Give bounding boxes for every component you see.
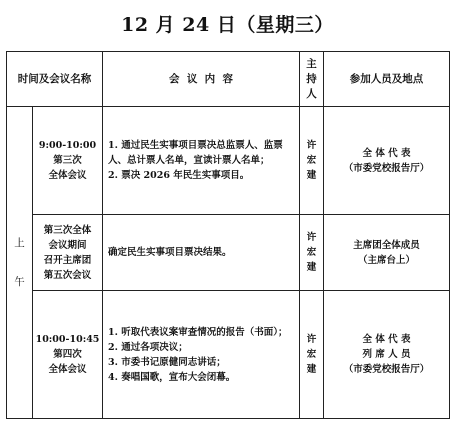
meeting-name: 第三次 xyxy=(53,155,82,166)
host-char: 宏 xyxy=(306,247,317,258)
meeting-name: 全体会议 xyxy=(48,364,87,375)
meeting-name: 第三次全体 xyxy=(43,224,92,236)
header-host xyxy=(300,52,324,107)
attendees-line: （市委党校报告厅） xyxy=(343,162,430,174)
table-row xyxy=(7,107,450,215)
table-row xyxy=(7,215,450,291)
meeting-name: 全体会议 xyxy=(48,170,87,181)
host-cell xyxy=(300,291,324,419)
host-char: 建 xyxy=(306,364,317,375)
meeting-name: 第五次会议 xyxy=(43,269,92,281)
meeting-time: 10:00-10:45 xyxy=(35,334,100,345)
attendees-line: （主席台上） xyxy=(357,254,415,266)
attendees-line: 列 席 人 员 xyxy=(362,349,411,360)
content-cell xyxy=(103,107,300,215)
meeting-cell xyxy=(33,107,103,215)
content-line: 2. 票决 2026 年民生实事项目。 xyxy=(108,170,250,181)
content-line: 人、总计票人名单，宣读计票人名单； xyxy=(108,155,270,166)
meeting-name: 第四次 xyxy=(53,349,82,360)
attendees-line: 全 体 代 表 xyxy=(362,334,411,345)
meeting-time: 9:00-10:00 xyxy=(38,140,97,151)
content-line: 3. 市委书记原健同志讲话； xyxy=(108,356,226,368)
page-title: 12 月 24 日（星期三） xyxy=(121,14,334,36)
meeting-cell xyxy=(33,215,103,291)
host-char: 宏 xyxy=(306,349,317,360)
header-host-char: 持 xyxy=(306,72,317,85)
header-row xyxy=(7,52,450,107)
meeting-cell xyxy=(33,291,103,419)
host-char: 许 xyxy=(306,232,317,243)
host-char: 宏 xyxy=(306,155,317,166)
header-content: 会 议 内 容 xyxy=(103,52,300,107)
header-host-char: 主 xyxy=(306,57,317,70)
host-char: 建 xyxy=(306,262,317,273)
content-line: 2. 通过各项决议； xyxy=(108,341,188,353)
host-cell xyxy=(300,215,324,291)
header-attendees: 参加人员及地点 xyxy=(324,52,450,107)
attendees-line: 全 体 代 表 xyxy=(362,147,411,159)
attendees-line: （市委党校报告厅） xyxy=(343,364,430,375)
content-cell xyxy=(103,291,300,419)
schedule-table xyxy=(6,51,450,419)
host-cell xyxy=(300,107,324,215)
host-char: 建 xyxy=(306,170,317,181)
content-line: 4. 奏唱国歌，宣布大会闭幕。 xyxy=(108,371,236,383)
table-row xyxy=(7,291,450,419)
host-char: 许 xyxy=(306,140,317,151)
header-host-char: 人 xyxy=(306,87,317,100)
attendees-cell xyxy=(324,107,450,215)
content-cell xyxy=(103,215,300,291)
period-cell xyxy=(7,107,33,419)
content-line: 确定民生实事项目票决结果。 xyxy=(108,247,232,258)
meeting-name: 召开主席团 xyxy=(43,254,92,266)
period-char: 上 xyxy=(14,236,25,249)
content-line: 1. 通过民生实事项目票决总监票人、监票 xyxy=(108,140,283,151)
attendees-cell xyxy=(324,291,450,419)
attendees-cell xyxy=(324,215,450,291)
meeting-name: 会议期间 xyxy=(48,239,87,251)
attendees-line: 主席团全体成员 xyxy=(353,239,420,251)
header-time-meeting: 时间及会议名称 xyxy=(7,52,103,107)
period-char: 午 xyxy=(14,275,25,288)
content-line: 1. 听取代表议案审查情况的报告（书面）； xyxy=(108,326,288,338)
host-char: 许 xyxy=(306,334,317,345)
